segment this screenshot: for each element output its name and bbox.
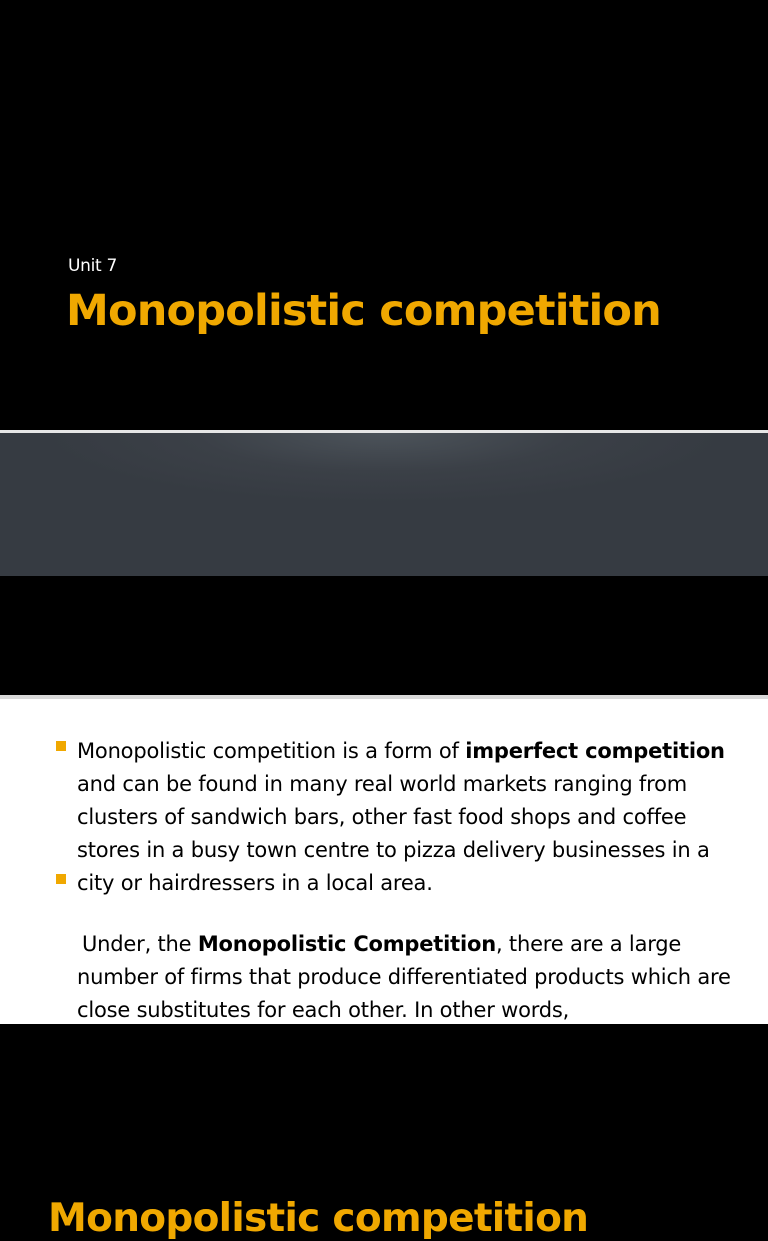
bullet-square-icon [56,874,66,884]
slide-title: Monopolistic competition [66,286,661,336]
bullet-text [77,735,737,900]
bullet-text [77,928,737,1027]
slide-subtitle: Unit 7 [68,256,118,276]
bullet-text-post: and can be found in many real world markets ranging from clusters of sandwich bars, other fast food shops and coffee stores in a busy town centre to pizza delivery businesses in a city or hairdressers in a local area. [77,772,710,895]
bullet-text-pre: Monopolistic competition is a form of [77,739,466,763]
bullet-square-icon [56,741,66,751]
content-slide-title: Monopolistic competition [48,1196,589,1241]
bullet-text-post: , there are a large number of firms that produce differentiated products which are close substitutes for each other. In other words, [77,932,731,1022]
title-slide [0,0,768,430]
slide-gap [0,433,768,576]
bullet-text-pre: Under, the [82,932,198,956]
bullet-text-bold: Monopolistic Competition [197,932,496,956]
bullet-text-bold: imperfect competition [465,739,725,763]
